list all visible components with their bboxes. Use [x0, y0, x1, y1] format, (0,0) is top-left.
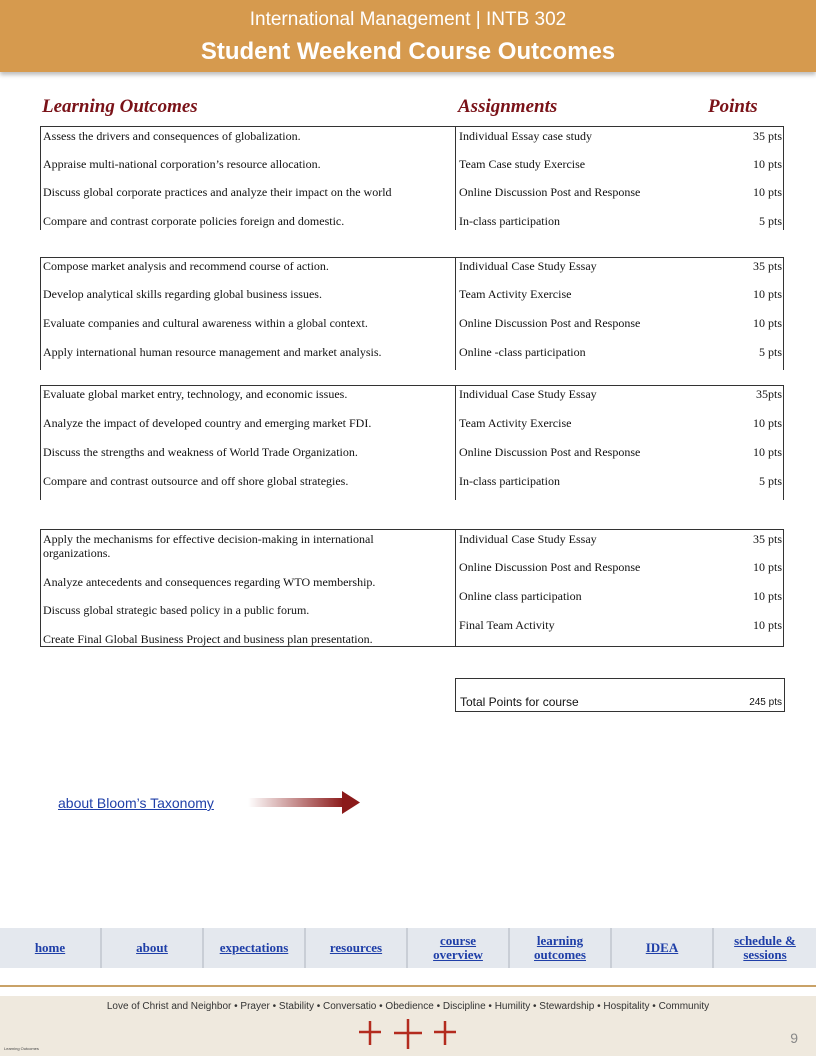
total-value: 245 pts — [749, 697, 782, 708]
total-label: Total Points for course — [460, 695, 579, 709]
points-value: 10 pts — [752, 416, 782, 430]
assignment-text: Online -class participation — [459, 345, 586, 359]
nav-home[interactable]: home — [0, 928, 102, 968]
points-value: 10 pts — [752, 445, 782, 459]
outcome-text: Create Final Global Business Project and business plan presentation. — [43, 632, 373, 646]
nav-about[interactable]: about — [102, 928, 204, 968]
section-right-rule — [783, 126, 784, 230]
outcome-text: Apply international human resource management and market analysis. — [43, 345, 382, 359]
assignment-text: Online Discussion Post and Response — [459, 316, 641, 330]
bottom-nav — [0, 928, 816, 968]
assignment-text: Team Case study Exercise — [459, 157, 586, 171]
page-header — [0, 0, 816, 72]
outcome-text: Apply the mechanisms for effective decision-making in international organizations. — [43, 532, 374, 560]
column-header-outcomes: Learning Outcomes — [42, 96, 198, 117]
section-divider-rule — [455, 385, 456, 500]
assignment-text: Online Discussion Post and Response — [459, 445, 641, 459]
section-divider-rule — [455, 257, 456, 370]
section-top-rule — [40, 126, 784, 127]
points-value: 5 pts — [758, 214, 782, 228]
points-value: 10 pts — [752, 287, 782, 301]
assignment-text: Team Activity Exercise — [459, 416, 572, 430]
points-value: 10 pts — [752, 589, 782, 603]
section-right-rule — [783, 529, 784, 646]
section-left-rule — [40, 529, 41, 646]
assignment-text: Individual Case Study Essay — [459, 532, 597, 546]
course-subtitle: International Management | INTB 302 — [249, 9, 567, 30]
points-value: 10 pts — [752, 560, 782, 574]
assignment-text: Individual Case Study Essay — [459, 387, 597, 401]
section-top-rule — [40, 385, 784, 386]
footer-page-label: Learning Outcomes — [4, 1046, 39, 1051]
assignment-text: In-class participation — [459, 214, 560, 228]
values-statement: Love of Christ and Neighbor • Prayer • Stability • Conversatio • Obedience • Discipline • Humility • Stewardship • Hospitality • Community — [106, 1001, 710, 1012]
outcome-text: Analyze the impact of developed country and emerging market FDI. — [43, 416, 372, 430]
section-left-rule — [40, 126, 41, 230]
total-box — [455, 678, 785, 712]
outcome-text: Evaluate companies and cultural awareness within a global context. — [43, 316, 368, 330]
points-value: 10 pts — [752, 185, 782, 199]
outcome-text: Discuss global strategic based policy in a public forum. — [43, 603, 310, 617]
column-header-points: Points — [708, 96, 758, 117]
assignment-text: Final Team Activity — [459, 618, 555, 632]
page-title: Student Weekend Course Outcomes — [200, 38, 616, 65]
section-right-rule — [783, 257, 784, 370]
outcome-text: Appraise multi-national corporation’s resource allocation. — [43, 157, 321, 171]
section-right-rule — [783, 385, 784, 500]
nav-expectations[interactable]: expectations — [204, 928, 306, 968]
column-header-assignments: Assignments — [458, 96, 558, 117]
blooms-taxonomy-link[interactable]: about Bloom’s Taxonomy — [58, 795, 214, 811]
footer-divider — [0, 985, 816, 987]
outcome-text: Discuss global corporate practices and analyze their impact on the world — [43, 185, 392, 199]
section-top-rule — [40, 529, 784, 530]
section-left-rule — [40, 257, 41, 370]
points-value: 5 pts — [758, 345, 782, 359]
points-value: 35 pts — [752, 532, 782, 546]
outcome-text: Analyze antecedents and consequences regarding WTO membership. — [43, 575, 376, 589]
assignment-text: Online class participation — [459, 589, 582, 603]
points-value: 10 pts — [752, 157, 782, 171]
nav-schedule-sessions[interactable]: schedule & sessions — [734, 933, 796, 962]
assignment-text: In-class participation — [459, 474, 560, 488]
points-value: 35 pts — [752, 259, 782, 273]
arrow-right-icon — [248, 790, 360, 816]
points-value: 35pts — [755, 387, 782, 401]
assignment-text: Online Discussion Post and Response — [459, 560, 641, 574]
table-bottom-rule — [40, 646, 784, 647]
assignment-text: Individual Case Study Essay — [459, 259, 597, 273]
section-left-rule — [40, 385, 41, 500]
page-number: 9 — [790, 1030, 798, 1046]
points-value: 35 pts — [752, 129, 782, 143]
outcome-text: Discuss the strengths and weakness of World Trade Organization. — [43, 445, 358, 459]
nav-resources[interactable]: resources — [306, 928, 408, 968]
points-value: 5 pts — [758, 474, 782, 488]
outcome-text: Evaluate global market entry, technology, and economic issues. — [43, 387, 348, 401]
outcome-text: Assess the drivers and consequences of globalization. — [43, 129, 301, 143]
nav-idea[interactable]: IDEA — [612, 928, 714, 968]
assignment-text: Online Discussion Post and Response — [459, 185, 641, 199]
nav-course-overview[interactable]: course overview — [408, 928, 510, 968]
nav-learning-outcomes[interactable]: learning outcomes — [510, 928, 612, 968]
outcome-text: Compose market analysis and recommend course of action. — [43, 259, 329, 273]
section-divider-rule — [455, 529, 456, 646]
assignment-text: Individual Essay case study — [459, 129, 592, 143]
points-value: 10 pts — [752, 618, 782, 632]
cross-emblems-icon — [358, 1018, 458, 1050]
section-top-rule — [40, 257, 784, 258]
outcome-text: Compare and contrast outsource and off shore global strategies. — [43, 474, 349, 488]
section-divider-rule — [455, 126, 456, 230]
outcome-text: Compare and contrast corporate policies foreign and domestic. — [43, 214, 345, 228]
assignment-text: Team Activity Exercise — [459, 287, 572, 301]
points-value: 10 pts — [752, 316, 782, 330]
outcome-text: Develop analytical skills regarding global business issues. — [43, 287, 322, 301]
